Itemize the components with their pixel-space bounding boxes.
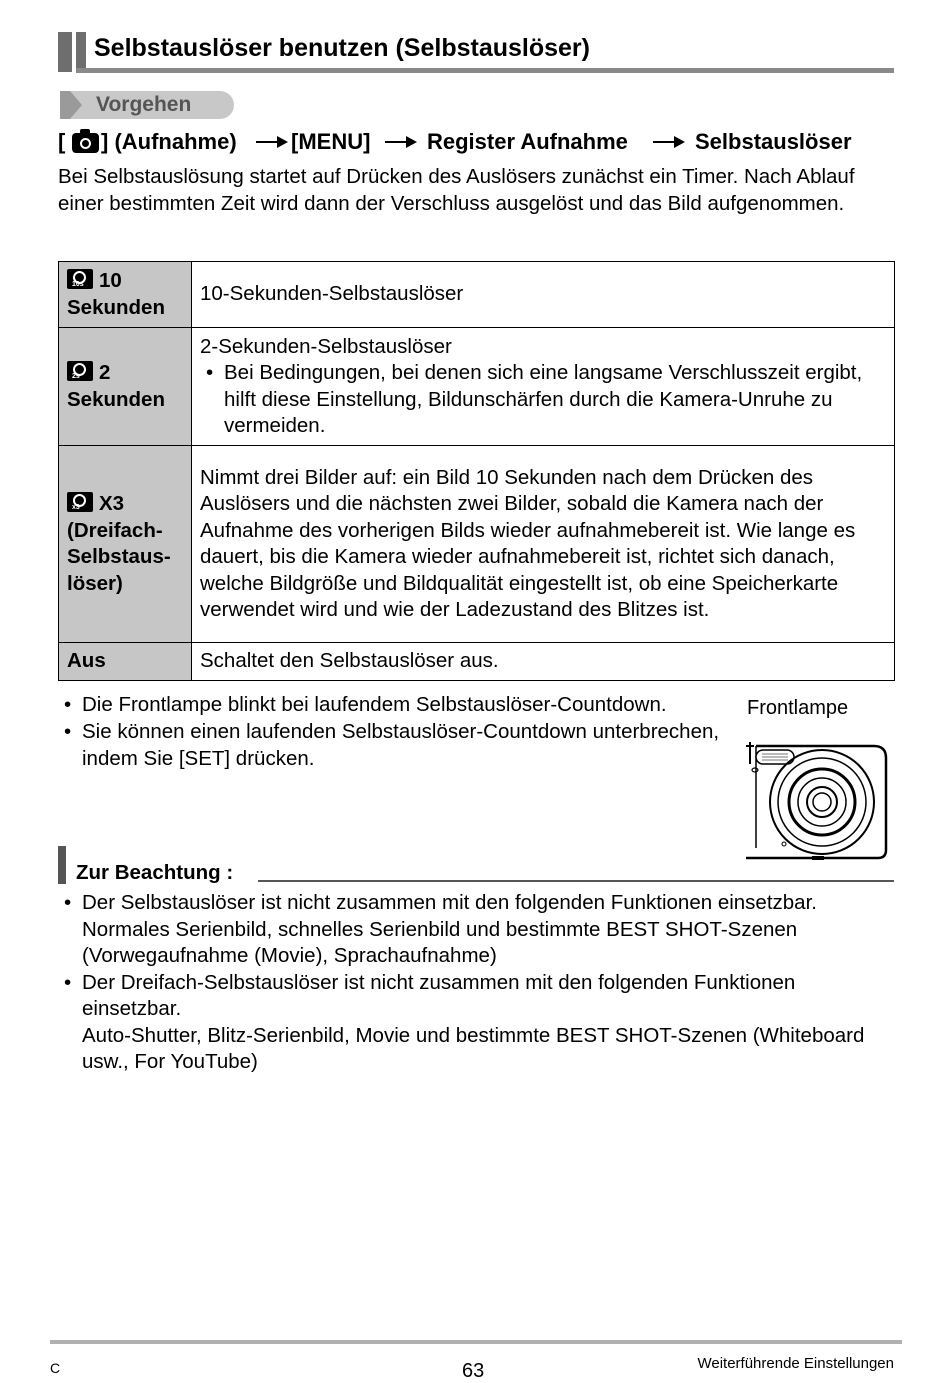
notes-list	[58, 691, 738, 772]
option-desc: Schaltet den Selbstauslöser aus.	[192, 643, 895, 681]
option-desc: 2-Sekunden-Selbstauslöser • Bei Bedingungen, bei denen sich eine langsame Verschlusszeit ergibt, hilft diese Einstellung, Bildunschärfen durch die Kamera-Unruhe zu vermeiden.	[192, 328, 895, 446]
caution-marker	[58, 846, 66, 884]
list-item: • Die Frontlampe blinkt bei laufendem Selbstauslöser-Countdown.	[58, 691, 738, 718]
caution-list	[58, 890, 898, 1076]
arrow-right-icon	[653, 141, 683, 143]
list-item: • Der Dreifach-Selbstauslöser ist nicht zusammen mit den folgenden Funktionen einsetzbar. Auto-Shutter, Blitz-Serienbild, Movie und bestimmte BEST SHOT-Szenen (Whiteboard usw., For YouTube)	[58, 970, 898, 1076]
option-key: Aus	[59, 643, 192, 681]
options-table	[58, 261, 895, 681]
table-row	[59, 328, 895, 446]
table-row	[59, 262, 895, 328]
path-step-tab: Register Aufnahme	[427, 129, 628, 154]
option-desc: Nimmt drei Bilder auf: ein Bild 10 Sekunden nach dem Drücken des Auslösers und die nächsten zwei Bilder, sobald die Kamera nach der Aufnahme des vorherigen Bilds wieder aufnahmebereit ist. Wie lange es dauert, bis die Kamera wieder aufnahmebereit ist, richtet sich danach, welche Bildgröße und Bildqualität eingestellt ist, ob eine Speicherkarte verwendet wird und wie der Ladezustand des Blitzes ist.	[192, 446, 895, 643]
option-key: 2s 2 Sekunden	[59, 328, 192, 446]
self-timer-icon: 10s	[67, 269, 93, 289]
footer-rule	[50, 1340, 902, 1344]
option-bullet: • Bei Bedingungen, bei denen sich eine langsame Verschlusszeit ergibt, hilft diese Einstellung, Bildunschärfen durch die Kamera-Unruhe zu vermeiden.	[200, 360, 886, 440]
option-key: x3 X3 (Dreifach- Selbstaus- löser)	[59, 446, 192, 643]
intro-text: Bei Selbstauslösung startet auf Drücken des Auslösers zunächst ein Timer. Nach Ablauf einer bestimmten Zeit wird dann der Verschluss ausgelöst und das Bild aufgenommen.	[58, 165, 855, 215]
option-desc: 10-Sekunden-Selbstauslöser	[192, 262, 895, 328]
camera-label: Frontlampe	[747, 697, 849, 719]
self-timer-icon: 2s	[67, 361, 93, 381]
procedure-badge	[60, 91, 234, 119]
camera-front-illustration	[742, 724, 892, 860]
camera-icon	[72, 133, 99, 153]
table-row	[59, 446, 895, 643]
list-item: • Sie können einen laufenden Selbstauslöser-Countdown unterbrechen, indem Sie [SET] drücken.	[58, 718, 738, 772]
footer-section: Weiterführende Einstellungen	[697, 1355, 894, 1372]
caution-header	[58, 846, 894, 886]
path-step-record: ] (Aufnahme)	[101, 129, 237, 154]
caution-title: Zur Beachtung :	[76, 861, 234, 884]
list-item: • Der Selbstauslöser ist nicht zusammen mit den folgenden Funktionen einsetzbar. Normales Serienbild, schnelles Serienbild und bestimmte BEST SHOT-Szenen (Vorwegaufnahme (Movie), Sprachaufnahme)	[58, 890, 898, 970]
path-step-menu: [MENU]	[291, 129, 371, 154]
option-key: 10s 10 Sekunden	[59, 262, 192, 328]
footer-left: C	[50, 1360, 61, 1376]
caution-rule	[258, 880, 894, 882]
table-row	[59, 643, 895, 681]
header-marker	[58, 32, 72, 72]
header-rule	[76, 68, 894, 73]
path-step-setting: Selbstauslöser	[695, 129, 852, 154]
header-marker-2	[76, 32, 86, 72]
page-title: Selbstauslöser benutzen (Selbstauslöser)	[94, 34, 590, 62]
arrow-right-icon	[385, 141, 415, 143]
procedure-label: Vorgehen	[96, 93, 192, 116]
page-number: 63	[462, 1360, 485, 1382]
section-header	[58, 32, 894, 72]
self-timer-icon: x3	[67, 492, 93, 512]
arrow-right-icon	[256, 141, 286, 143]
